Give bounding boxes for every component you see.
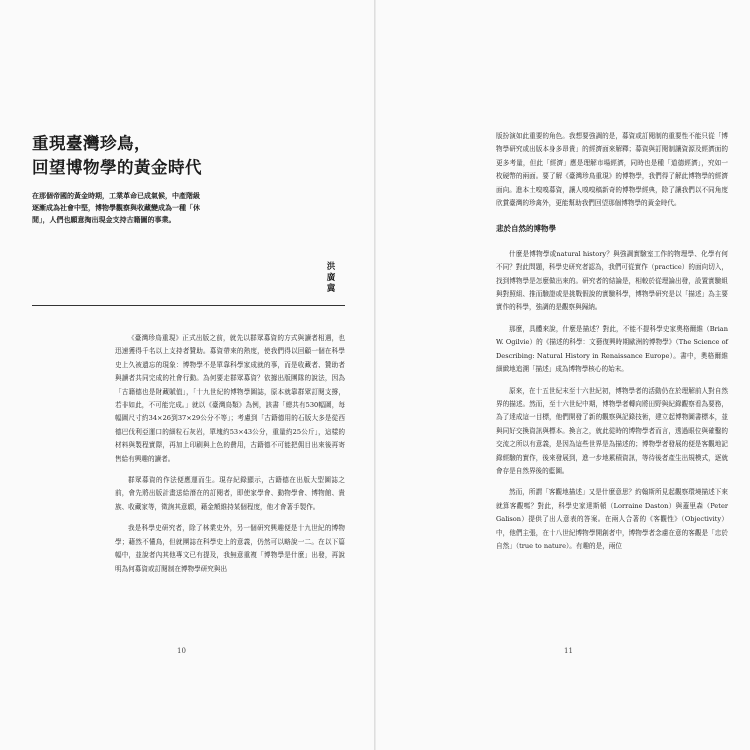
right-body-text [496, 130, 728, 561]
left-body-text [115, 332, 345, 584]
body-paragraph: 什麼是博物學或natural history？與強調實驗室工作的物理學、化學有何不同？對此問題，科學史研究者認為，我們可從實作（practice）的面向切入，找到博物學是怎麼做出來的。研究者的結論是，相較於從理論出發，設置實驗組與對照組、推而驗證或是挑戰假說的實驗科學，博物學研究是以「描述」為主要實作的科學，強調的是觀察與歸納。 [496, 249, 728, 312]
page-number-right: 11 [564, 647, 573, 655]
chapter-intro: 在那個帝國的黃金時期，工業革命已成氣候，中產階級逐漸成為社會中堅，博物學觀察與收藏變成為一種「休閒」，人們也願意掏出現金支持古籍圖的事業。 [32, 191, 200, 224]
body-paragraph: 我是科學史研究者，除了林業史外，另一個研究興趣便是十九世紀的博物學；藉然不懂鳥，但就團誌在科學史上的意義，仍然可以略說一二。在以下篇幅中，並說者內其他專文已有提及，我無意重複「博物學是什麼」出發，再說明為何募資或訂閱制在博物學研究與出 [115, 524, 345, 573]
body-paragraph: 那麼，具體來說，什麼是描述？對此，不能不提科學史家奧格爾維（Brian W. Ogilvie）的《描述的科學：文藝復興時期歐洲的博物學》（The Science of Describing: Natural History in Renaissance Europe）。書中，奧格爾維細緻地追溯「描述」成為博物學核心的始末。 [496, 324, 728, 374]
section-heading: 悲於自然的博物學 [496, 224, 556, 234]
left-page [0, 0, 374, 750]
body-paragraph: 《臺灣珍鳥重現》正式出版之前，就先以群眾募資的方式與讀者相遇，也迅速獲得千名以上支持者贊助。募資帶來的熱度，使我們得以回顧一個在科學史上久被遺忘的現象：博物學不是單靠科學家成就的事，而是收藏者、贊助者與讀者共同完成的社會行動。為何要走群眾募資？依據出版團隊的說法，因為「古籍德也是財藏賦值」，「十九世紀的博物學圖誌，原本就靠群眾訂閱支撐，若非如此，不可能完成。」就以《臺灣鳥類》為例，該書「總共有530幅圖，每幅圖尺寸約34×26到37×29公分不等」；考慮到「古籍德用的石版大多是從西德巴伐利亞運口的細粒石灰岩，單塊約53×43公分，重量約25公斤」，這樣的材料與製程實際，再加上印刷與上色的費用，古籍德不可能把佣目出來後再寄售給有興趣的讀者。 [115, 334, 345, 463]
chapter-title-line-1: 重現臺灣珍鳥， [32, 134, 151, 153]
author-name: 洪廣冀 [326, 262, 336, 294]
chapter-title [32, 132, 232, 180]
chapter-title-line-2: 回望博物學的黃金時代 [32, 158, 202, 177]
body-paragraph: 版扮演如此重要的角色。我想要強調的是，募資或訂閱制的重要性不能只從「博物學研究或出版本身多昂貴」的經濟面來解釋；募資與訂閱制讓資源及經濟面的更多考量，但此「經濟」應是理解市場經濟，同時也是種「道德經濟」，究如一枚硬幣的兩面。要了解《臺灣珍鳥重現》的博物學，我們得了解此博物學的經濟面向。進本土嗅嗅募資，讓人嗅嗅稿新奇的博物學經典，除了讓我們以不同角度欣賞臺灣的珍禽外，更能幫助我們回望那個博物學的黃金時代。 [496, 132, 728, 208]
page-number-left: 10 [177, 647, 186, 655]
title-divider [32, 305, 345, 306]
body-paragraph: 原來，在十五世紀末至十六世紀初，博物學者的活動仍在於理解前人對自然界的描述。然而，至十六世紀中期，博物學者轉向將田野與紀錄觀察看為要務，為了達成這一目標，他們開發了新的觀察與記錄技術，建立起博物圖書標本，並與同好交換資訊與標本。換言之，就此從時的博物學者而言，透過眼位與確鑿的交流之所以有意義，是因為這些世界是為描述的；博物學者發展的便是客觀地記錄經驗的實作，後來發展到，進一步地累積資訊，等待後者產生出規模式，逐就會存是自然界後的藍圖。 [496, 386, 728, 475]
body-paragraph: 群眾募資的作法便應運而生。現存紀錄顯示，古籍德在出版大型圖誌之前，會先將出版計畫送給潛在的訂閱者，即使家學會、動物學會、博物館、貴族、收藏家等，徵詢其意願，藉金額維持某個程度，他才會著手製作。 [115, 476, 345, 511]
body-paragraph: 然而，所謂「客觀地描述」又是什麼意思？約翰斯所見起觀察環境描述下來就算客觀嗎？對此，科學史家達斯頓（Lorraine Daston）與蓋里森（Peter Galison）提供了出人意表的答案。在兩人合著的《客觀性》（Objectivity）中，他們主張，在十八世紀博物學開創者中，博物學者念慮在意的客觀是「忠於自然」（true to nature）。有趣的是，兩位 [496, 488, 728, 550]
